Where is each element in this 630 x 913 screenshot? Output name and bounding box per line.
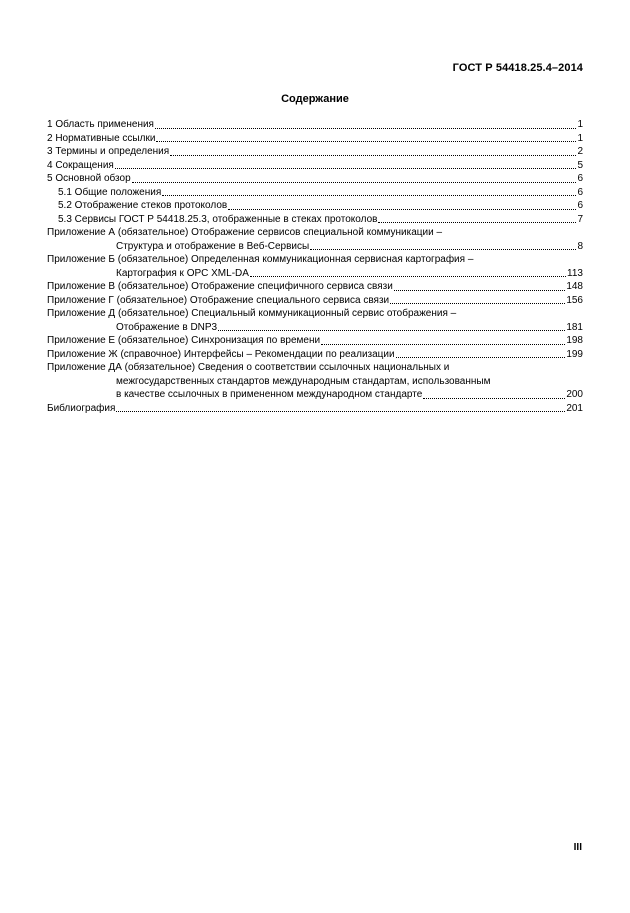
dot-leader [390,302,565,304]
toc-entry-text: Приложение ДА (обязательное) Сведения о соответствии ссылочных национальных и [47,362,450,373]
toc-entry-text: 2 Нормативные ссылки [47,132,156,144]
dot-leader [156,140,576,142]
standard-id: ГОСТ Р 54418.25.4–2014 [452,62,583,74]
toc-entry-page: 6 [577,200,583,211]
dot-leader [378,221,576,223]
toc-entry-text: 5.2 Отображение стеков протоколов [58,200,228,211]
toc-entry-text: Приложение Б (обязательное) Определенная коммуникационная сервисная картография – [47,254,474,265]
toc-entry-page: 156 [566,294,583,306]
toc-subentry[interactable] [47,186,583,200]
toc-entry-text: 4 Сокращения [47,159,114,171]
toc-entry-page: 199 [566,348,583,360]
toc-title: Содержание [281,93,349,105]
toc-entry-text: Приложение Ж (справочное) Интерфейсы – Рекомендации по реализации [47,348,395,360]
dot-leader [218,329,565,331]
dot-leader [396,356,566,358]
toc-entry[interactable] [47,118,583,132]
toc-entry-text: Приложение Д (обязательное) Специальный коммуникационный сервис отображения – [47,308,457,319]
toc-entry-page: 5 [577,159,583,171]
toc-entry-text: Библиография [47,402,116,414]
toc-subentry[interactable] [47,199,583,213]
dot-leader [155,127,576,129]
toc-entry-page: 1 [577,132,583,144]
toc-entry-text-continuation: Отображение в DNP3 [116,321,218,333]
toc-entry-text: 5 Основной обзор [47,173,131,184]
toc-entry[interactable] [47,145,583,159]
dot-leader [228,208,576,210]
toc-entry-page: 7 [577,213,583,225]
dot-leader [250,275,566,277]
toc-entry[interactable] [47,132,583,146]
toc-entry-text: Приложение Е (обязательное) Синхронизация по времени [47,335,321,346]
toc-entry-text: Приложение А (обязательное) Отображение сервисов специальной коммуникации – [47,227,443,238]
toc-entry-page: 2 [577,146,583,157]
dot-leader [394,289,566,291]
toc-entry-page: 8 [577,240,583,252]
toc-entry-text: 1 Область применения [47,119,154,130]
toc-entry-text: 5.3 Сервисы ГОСТ Р 54418.25.3, отображенные в стеках протоколов [58,213,378,225]
toc-entry-appendix-zh[interactable] [47,348,583,362]
dot-leader [115,167,577,169]
toc-entry-appendix-g[interactable] [47,294,583,308]
dot-leader [132,181,577,183]
toc-entry-page: 6 [577,186,583,198]
dot-leader [310,248,576,250]
toc-entry-appendix-da[interactable] [47,361,583,402]
dot-leader [162,194,576,196]
toc-entry-appendix-d[interactable] [47,307,583,334]
toc-entry-page: 148 [566,281,583,292]
page-number: III [573,842,582,853]
toc-entry-page: 200 [566,389,583,400]
toc-entry-appendix-e[interactable] [47,334,583,348]
toc-entry-text-continuation: в качестве ссылочных в примененном международном стандарте [116,389,423,400]
toc-entry-appendix-b[interactable] [47,253,583,280]
toc-entry[interactable] [47,159,583,173]
toc-entry-text-continuation: Картография к OPC XML-DA [116,267,249,279]
dot-leader [116,410,565,412]
toc-entry-page: 1 [577,119,583,130]
toc-entry-text-continuation: Структура и отображение в Веб-Сервисы [116,240,310,252]
toc-entry-page: 181 [566,321,583,333]
toc-entry-text-continuation: межгосударственных стандартов международным стандартам, использованным [116,375,491,387]
toc-entry-appendix-v[interactable] [47,280,583,294]
toc-subentry[interactable] [47,213,583,227]
toc-entry-text: Приложение Г (обязательное) Отображение специального сервиса связи [47,294,390,306]
toc-entry-page: 198 [566,335,583,346]
table-of-contents [47,118,583,415]
toc-entry-text: Приложение В (обязательное) Отображение специфичного сервиса связи [47,281,393,292]
toc-entry[interactable] [47,172,583,186]
dot-leader [321,343,565,345]
dot-leader [170,154,576,156]
toc-entry-text: 5.1 Общие положения [58,186,162,198]
toc-entry-page: 201 [566,402,583,414]
toc-entry-bibliography[interactable] [47,402,583,416]
toc-entry-page: 6 [577,173,583,184]
toc-entry-page: 113 [567,267,583,279]
toc-entry-appendix-a[interactable] [47,226,583,253]
toc-entry-text: 3 Термины и определения [47,146,170,157]
dot-leader [423,397,565,399]
